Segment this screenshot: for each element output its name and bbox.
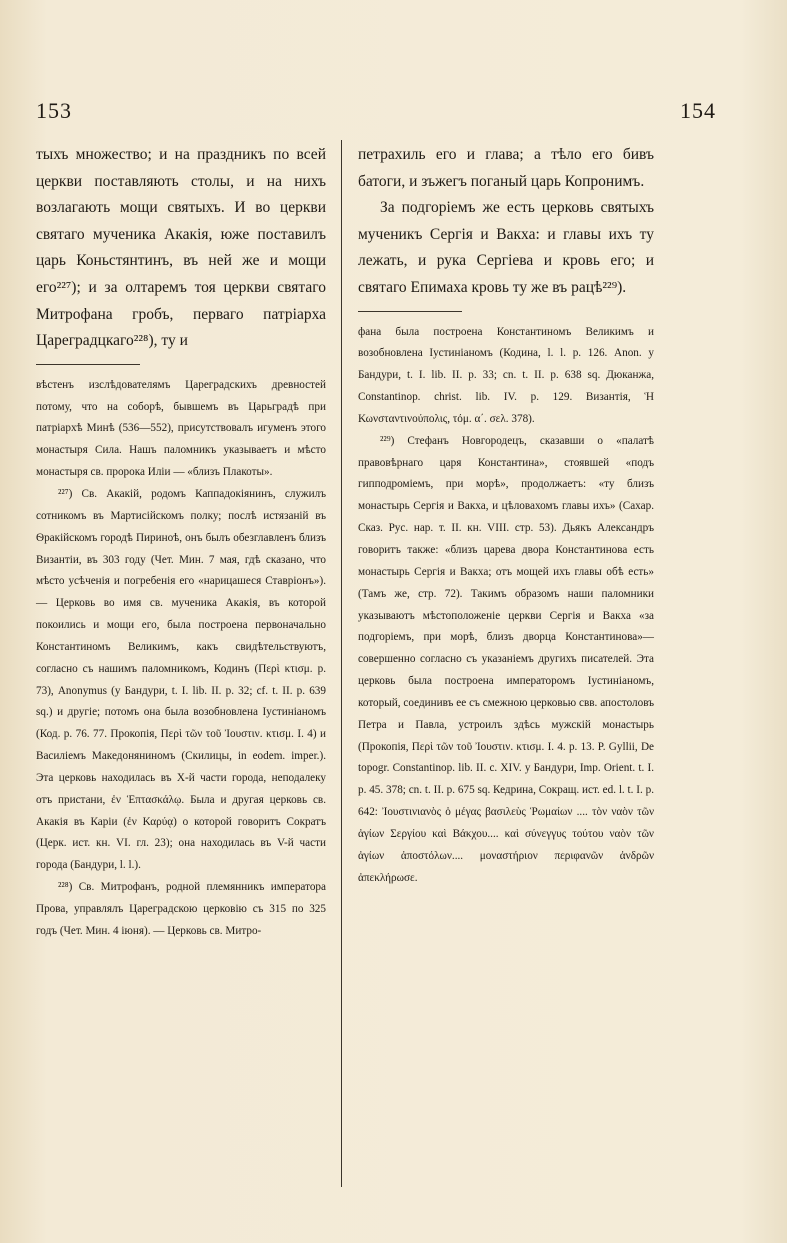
right-footnotes [358, 322, 654, 890]
right-main-paragraph-2: За подгоріемъ же есть церковь святыхъ мученикъ Сергія и Вакха: и главы ихъ ту лежать, и рука Сергіева и кровь его; и святаго Епимаха кровь ту же въ рацѣ²²⁹). [358, 199, 654, 296]
footnote-continued-left: вѣстенъ изслѣдователямъ Цареградскихъ древностей потому, что на соборѣ, бывшемъ въ Царьградѣ при патріархѣ Минѣ (536—552), присутствовалъ игуменъ этого монастыря Сила. Нашъ паломникъ указываетъ и мѣсто монастыря св. пророка Иліи — «близъ Плакоты». [36, 378, 326, 479]
right-main-paragraph-1: петрахиль его и глава; а тѣло его бивъ батоги, и зъжегъ поганый царь Копронимъ. [358, 146, 654, 190]
page-number-right: 154 [680, 98, 716, 123]
column-divider [341, 140, 342, 1187]
left-column [36, 142, 326, 943]
right-main-text [358, 142, 654, 302]
footnote-228-continued: фана была построена Константиномъ Великимъ и возобновлена Іустиніаномъ (Кодина, l. l. р. 126. Anon. у Бандури, t. I. lib. II. p. 33; cn. t. II. p. 638 sq. Дюканжа, Constantinop. christ. lib. IV. p. 129. Византія, Ἡ Κωνσταντινούπολις, τόμ. α΄. σελ. 378). [358, 325, 654, 425]
right-column [358, 142, 654, 890]
footnote-227: ²²⁷) Св. Акакій, родомъ Каппадокіянинъ, служилъ сотникомъ въ Мартисійскомъ полку; послѣ истязаній въ Ѳракійскомъ городѣ Пириноѣ, онъ былъ обезглавленъ близъ Византіи, въ 303 году (Чет. Мин. 7 мая, гдѣ сказано, что мѣсто усѣченія и погребенія его «нарицашеся Ставріонъ»). — Церковь во имя св. мученика Акакія, въ которой покоились и мощи его, была построена первоначально Константиномъ Великимъ, какъ свидѣтельствуютъ, согласно съ нашимъ паломникомъ, Кодинъ (Περὶ κτισμ. р. 73), Anonymus (у Бандури, t. I. lib. II. p. 32; cf. t. II. p. 639 sq.) и другіе; потомъ она была возобновлена Іустиніаномъ (Код. р. 76. 77. Прокопія, Περὶ τῶν τοῦ Ἰουστιν. κτισμ. I. 4) и Василіемъ Македоняниномъ (Скилицы, in eodem. imper.). Эта церковь находилась въ X-й части города, неподалеку отъ пристани, ἐν Ἑπτασκάλῳ. Была и другая церковь св. Акакія въ Каріи (ἐν Καρύᾳ) о которой говоритъ Сократъ (Церк. ист. кн. VI. гл. 23); она находилась въ V-й части города (Бандури, l. l.). [36, 487, 326, 872]
footnote-228: ²²⁸) Св. Митрофанъ, родной племянникъ императора Прова, управлялъ Цареградскою церковію съ 315 по 325 годъ (Чет. Мин. 4 іюня). — Церковь св. Митро- [36, 881, 326, 937]
left-main-text [36, 142, 326, 355]
footnote-229: ²²⁹) Стефанъ Новгородецъ, сказавши о «палатѣ правовѣрнаго царя Константина», стоявшей «подъ гипподроміемъ, при морѣ», продолжаетъ: «ту близъ монастырь Сергія и Вакха, и цѣловахомъ главы ихъ» (Сахар. Сказ. Рус. нар. т. II. кн. VIII. стр. 53). Дьякъ Александръ говоритъ также: «близъ царева двора Константинова есть монастырь Сергія и Вакха; отъ мощей ихъ главы обѣ есть» (Тамъ же, стр. 72). Такимъ образомъ наши паломники указываютъ мѣстоположеніе церкви Сергія и Вакха «за подгоріемъ, при морѣ, близъ дворца Константинова»—совершенно согласно съ указаніемъ другихъ писателей. Эта церковь была построена императоромъ Іустиніаномъ, который, соединивъ ее съ смежною церковью свв. апостоловъ Петра и Павла, устроилъ здѣсь мужскій монастырь (Прокопія, Περὶ τῶν τοῦ Ἰουστιν. κτισμ. I. 4. p. 13. P. Gyllii, De topogr. Constantinop. lib. II. c. XIV. у Бандури, Imp. Orient. t. I. p. 45. 378; cn. t. II. p. 675 sq. Кедрина, Сокращ. ист. ed. l. t. I. p. 642: Ἰουστινιανὸς ὁ μέγας βασιλεὺς Ῥωμαίων .... τὸν ναὸν τῶν ἁγίων Σεργίου καὶ Βάκχου.... καὶ σύνεγγυς τούτου ναὸν τῶν ἁγίων ἀποστόλων.... μοναστήριον περιφανῶν ἀνδρῶν ἀπεκλήρωσε. [358, 434, 654, 884]
page-number-left: 153 [36, 98, 72, 123]
left-main-paragraph: тыхъ множество; и на праздникъ по всей церкви поставляють столы, и на нихъ возлагають мощи святыхъ. И во церкви святаго мученика Акакія, юже поставилъ царь Коньстянтинъ, въ ней же и мощи его²²⁷); и за олтаремъ тоя церкви святаго Митрофана гробъ, перваго патріарха Цареградцкаго²²⁸), ту и [36, 146, 326, 350]
footnote-rule-left [36, 364, 140, 365]
footnote-rule-right [358, 311, 462, 312]
left-footnotes [36, 375, 326, 943]
